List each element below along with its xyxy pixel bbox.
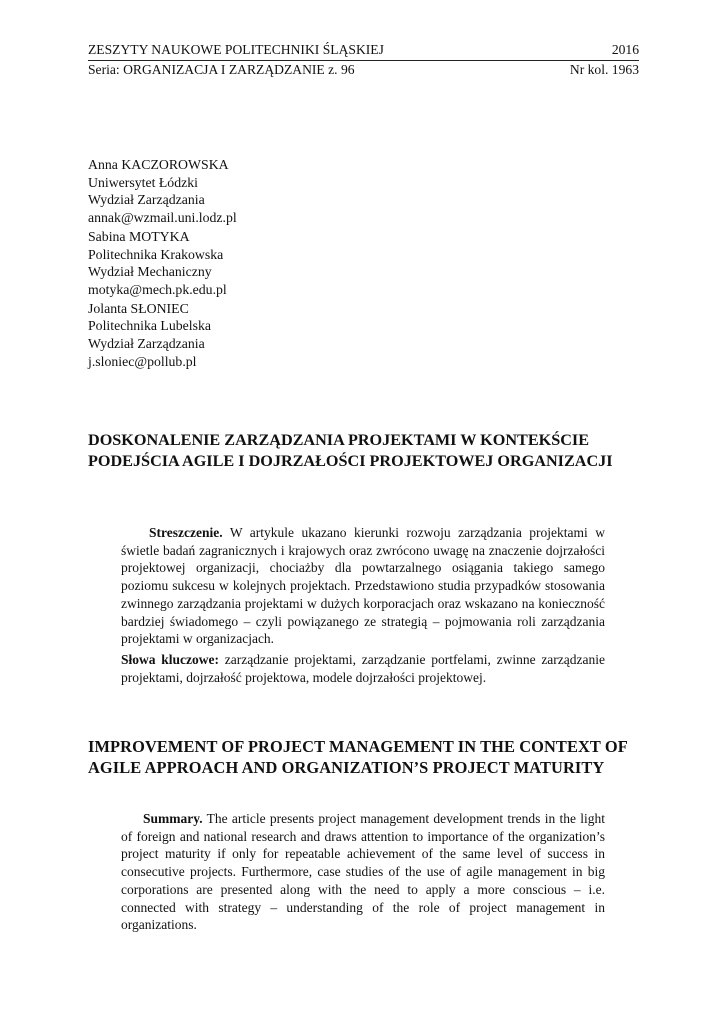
header-rule (88, 60, 639, 61)
keywords-polish (121, 651, 605, 686)
abstract-polish (121, 524, 605, 648)
abstract-text: W artykule ukazano kierunki rozwoju zarządzania projektami w świetle badań zagranicznych i krajowych oraz zwrócono uwagę na znaczenie dojrzałości projektowej organizacji, chociażby dla powtarzalnego osiągania takiego samego poziomu sukcesu w kolejnych projektach. Przedstawiono studia przypadków stosowania zwinnego zarządzania projektami w dużych korporacjach oraz wskazano na konieczność bardziej świadomego – czyli powiązanego ze strategią – pojmowania roli zarządzania projektami w organizacjach. (121, 525, 605, 647)
author-email: motyka@mech.pk.edu.pl (88, 281, 227, 297)
abstract-label: Streszczenie. (149, 525, 223, 540)
author-block (88, 228, 237, 299)
summary-english (121, 810, 605, 934)
author-affiliation: Politechnika Krakowska (88, 246, 224, 262)
title-english: IMPROVEMENT OF PROJECT MANAGEMENT IN THE CONTEXT OF AGILE APPROACH AND ORGANIZATION’S PROJECT MATURITY (88, 737, 628, 777)
author-email: j.sloniec@pollub.pl (88, 353, 197, 369)
keywords-label: Słowa kluczowe: (121, 652, 219, 667)
author-department: Wydział Zarządzania (88, 336, 205, 352)
summary-text: The article presents project management development trends in the light of foreign and national research and draws attention to importance of the organization’s project maturity if only for repeatable achievement of the same level of success in consecutive projects. Furthermore, case studies of the use of agile management in big corporations are presented along with the need to apply a more conscious – i.e. connected with strategy – understanding of the role of project management in organizations. (121, 811, 605, 933)
journal-year: 2016 (611, 42, 639, 57)
author-block (88, 156, 237, 227)
title-polish: DOSKONALENIE ZARZĄDZANIA PROJEKTAMI W KONTEKŚCIE PODEJŚCIA AGILE I DOJRZAŁOŚCI PROJEKTOWEJ ORGANIZACJI (88, 431, 613, 470)
summary-label: Summary. (143, 811, 203, 826)
volume-number: Nr kol. 1963 (569, 62, 639, 77)
author-list (88, 156, 237, 370)
journal-name: ZESZYTY NAUKOWE POLITECHNIKI ŚLĄSKIEJ (88, 42, 384, 57)
author-affiliation: Politechnika Lubelska (88, 318, 211, 334)
running-header-top (88, 42, 639, 58)
author-name: Jolanta SŁONIEC (88, 300, 189, 316)
author-department: Wydział Zarządzania (88, 192, 205, 208)
author-department: Wydział Mechaniczny (88, 264, 212, 280)
author-block (88, 300, 237, 371)
keywords-text: zarządzanie projektami, zarządzanie portfelami, zwinne zarządzanie projektami, dojrzałość projektowa, modele dojrzałości projektowej. (121, 652, 606, 685)
author-name: Anna KACZOROWSKA (88, 157, 229, 172)
author-name: Sabina MOTYKA (88, 228, 190, 244)
author-affiliation: Uniwersytet Łódzki (88, 174, 198, 190)
series-name: Seria: ORGANIZACJA I ZARZĄDZANIE z. 96 (88, 62, 355, 77)
running-header-bottom (88, 62, 639, 78)
author-email: annak@wzmail.uni.lodz.pl (88, 210, 237, 226)
